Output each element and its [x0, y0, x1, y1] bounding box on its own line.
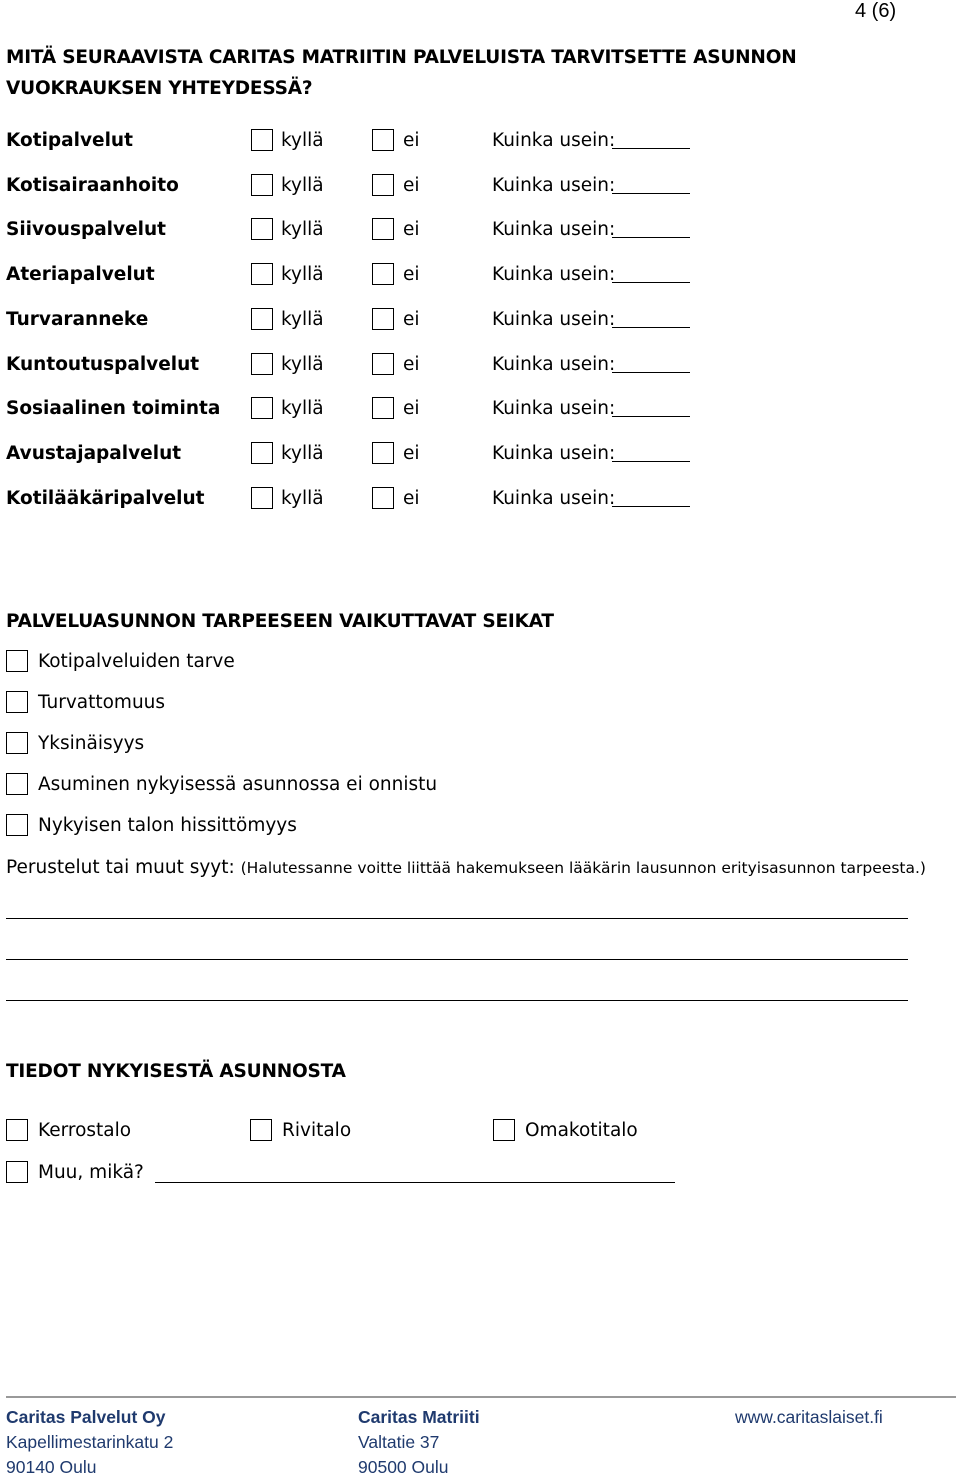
footer-unit-street: Valtatie 37 [358, 1432, 440, 1452]
housing-option-label: Kerrostalo [38, 1120, 132, 1141]
service-name: Kotilääkäripalvelut [6, 487, 205, 509]
frequency-label: Kuinka usein: [492, 219, 616, 241]
need-checkbox[interactable] [6, 732, 28, 754]
yes-label: kyllä [281, 398, 324, 420]
no-checkbox[interactable] [372, 129, 394, 151]
frequency-label: Kuinka usein: [492, 174, 616, 196]
service-name: Kotipalvelut [6, 130, 133, 151]
frequency-input-line[interactable] [612, 148, 690, 149]
service-name: Ateriapalvelut [6, 264, 155, 286]
need-option-label: Nykyisen talon hissittömyys [38, 815, 297, 836]
yes-label: kyllä [281, 353, 324, 375]
need-checkbox[interactable] [6, 650, 28, 672]
service-row [6, 350, 726, 380]
frequency-input-line[interactable] [612, 461, 690, 462]
no-label: ei [403, 264, 420, 286]
footer-web [735, 1405, 883, 1430]
footer-unit-city: 90500 Oulu [358, 1457, 449, 1477]
yes-checkbox[interactable] [251, 174, 273, 196]
frequency-label: Kuinka usein: [492, 398, 616, 420]
need-option-label: Asuminen nykyisessä asunnossa ei onnistu [38, 774, 438, 795]
frequency-label: Kuinka usein: [492, 308, 616, 330]
housing-option-label: Omakotitalo [525, 1120, 638, 1141]
no-checkbox[interactable] [372, 353, 394, 375]
service-row [6, 171, 726, 201]
yes-checkbox[interactable] [251, 129, 273, 151]
no-label: ei [403, 219, 420, 241]
page-number: 4 (6) [855, 0, 897, 22]
service-name: Avustajapalvelut [6, 442, 182, 464]
no-checkbox[interactable] [372, 174, 394, 196]
frequency-input-line[interactable] [612, 327, 690, 328]
need-checkbox[interactable] [6, 691, 28, 713]
service-name: Kotisairaanhoito [6, 174, 179, 196]
service-row [6, 305, 726, 335]
housing-checkbox-omakotitalo[interactable] [493, 1119, 515, 1141]
footer-unit [358, 1405, 480, 1480]
frequency-label: Kuinka usein: [492, 353, 616, 375]
yes-label: kyllä [281, 308, 324, 330]
need-option-label: Kotipalveluiden tarve [38, 651, 235, 672]
services-section-title: MITÄ SEURAAVISTA CARITAS MATRIITIN PALVELUISTA TARVITSETTE ASUNNON VUOKRAUKSEN YHTEYDESSÄ? [6, 47, 797, 99]
footer-company [6, 1405, 173, 1480]
footer-unit-name: Caritas Matriiti [358, 1407, 480, 1427]
frequency-input-line[interactable] [612, 416, 690, 417]
no-label: ei [403, 487, 420, 509]
no-label: ei [403, 308, 420, 330]
housing-other-label: Muu, mikä? [38, 1162, 144, 1183]
footer-company-name: Caritas Palvelut Oy [6, 1407, 166, 1427]
frequency-input-line[interactable] [612, 193, 690, 194]
frequency-input-line[interactable] [612, 237, 690, 238]
yes-checkbox[interactable] [251, 442, 273, 464]
yes-label: kyllä [281, 442, 324, 464]
service-row [6, 439, 726, 469]
service-name: Siivouspalvelut [6, 219, 166, 241]
housing-section-title: TIEDOT NYKYISESTÄ ASUNNOSTA [6, 1061, 346, 1082]
yes-label: kyllä [281, 174, 324, 196]
needs-section-title: PALVELUASUNNON TARPEESEEN VAIKUTTAVAT SEIKAT [6, 611, 554, 632]
no-label: ei [403, 353, 420, 375]
reason-answer-line-3[interactable] [6, 1000, 908, 1001]
no-checkbox[interactable] [372, 218, 394, 240]
no-checkbox[interactable] [372, 308, 394, 330]
yes-checkbox[interactable] [251, 397, 273, 419]
service-name: Turvaranneke [6, 308, 149, 330]
frequency-label: Kuinka usein: [492, 130, 616, 151]
reason-label: Perustelut tai muut syyt: [6, 857, 235, 878]
housing-checkbox-kerrostalo[interactable] [6, 1119, 28, 1141]
no-label: ei [403, 442, 420, 464]
no-label: ei [403, 174, 420, 196]
yes-label: kyllä [281, 264, 324, 286]
yes-checkbox[interactable] [251, 263, 273, 285]
need-checkbox[interactable] [6, 814, 28, 836]
frequency-label: Kuinka usein: [492, 264, 616, 286]
yes-checkbox[interactable] [251, 353, 273, 375]
yes-checkbox[interactable] [251, 218, 273, 240]
frequency-input-line[interactable] [612, 372, 690, 373]
housing-other-answer-line[interactable] [155, 1182, 675, 1183]
housing-option-label: Rivitalo [282, 1120, 352, 1141]
need-option-label: Turvattomuus [38, 692, 166, 713]
footer-company-city: 90140 Oulu [6, 1457, 97, 1477]
yes-label: kyllä [281, 130, 324, 151]
frequency-label: Kuinka usein: [492, 442, 616, 464]
service-row [6, 484, 726, 514]
yes-checkbox[interactable] [251, 487, 273, 509]
service-row [6, 215, 726, 245]
frequency-input-line[interactable] [612, 282, 690, 283]
service-row [6, 394, 726, 424]
reason-line [6, 853, 926, 883]
need-checkbox[interactable] [6, 773, 28, 795]
reason-answer-line-1[interactable] [6, 918, 908, 919]
service-name: Sosiaalinen toiminta [6, 398, 221, 420]
service-name: Kuntoutuspalvelut [6, 353, 200, 375]
reason-answer-line-2[interactable] [6, 959, 908, 960]
no-checkbox[interactable] [372, 397, 394, 419]
yes-label: kyllä [281, 219, 324, 241]
service-row [6, 260, 726, 290]
reason-note: (Halutessanne voitte liittää hakemukseen lääkärin lausunnon erityisasunnon tarpeesta.) [240, 859, 926, 877]
no-checkbox[interactable] [372, 487, 394, 509]
no-label: ei [403, 398, 420, 420]
footer-company-street: Kapellimestarinkatu 2 [6, 1432, 174, 1452]
frequency-input-line[interactable] [612, 506, 690, 507]
housing-checkbox-rivitalo[interactable] [250, 1119, 272, 1141]
housing-checkbox-other[interactable] [6, 1161, 28, 1183]
footer-website-link[interactable]: www.caritaslaiset.fi [735, 1407, 883, 1427]
need-option-label: Yksinäisyys [38, 733, 145, 754]
yes-label: kyllä [281, 487, 324, 509]
footer-divider [6, 1396, 956, 1398]
no-checkbox[interactable] [372, 442, 394, 464]
no-checkbox[interactable] [372, 263, 394, 285]
yes-checkbox[interactable] [251, 308, 273, 330]
frequency-label: Kuinka usein: [492, 487, 616, 509]
service-row [6, 126, 726, 156]
no-label: ei [403, 130, 420, 151]
